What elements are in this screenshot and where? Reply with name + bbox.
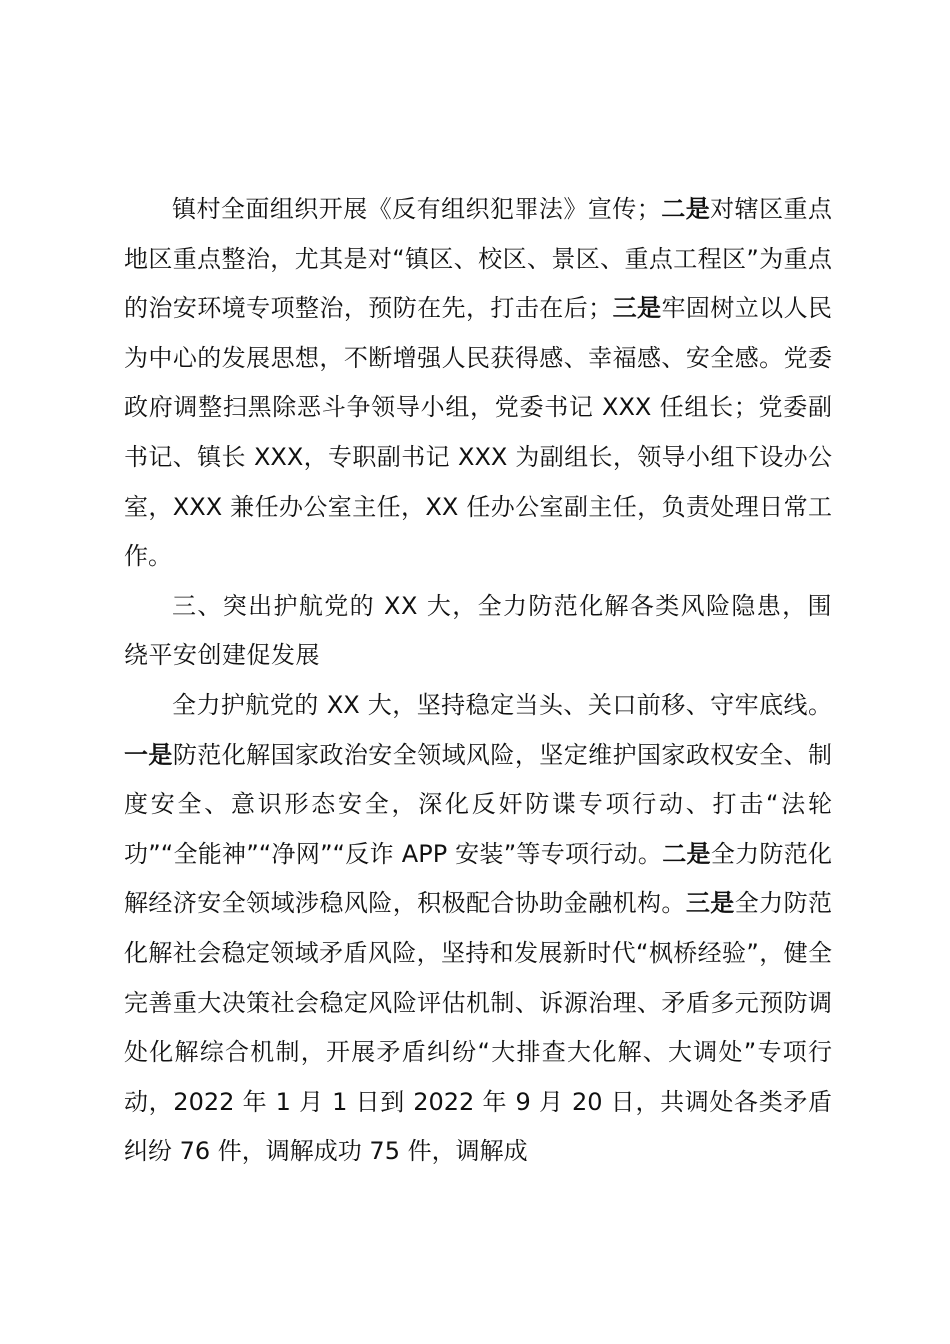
- bold-marker: 三是: [685, 889, 735, 918]
- text-segment: 全力护航党的 XX 大，坚持稳定当头、关口前移、守牢底线。: [172, 690, 832, 719]
- text-segment: 防范化解国家政治安全领域风险，坚定维护国家政权安全、制度安全、意识形态安全，深化反奸防谍专项行动、打击“法轮功”“全能神”“净网”“反诈 APP 安装”等专项行动。: [124, 740, 833, 868]
- paragraph-1: [124, 185, 832, 582]
- section-heading: 三、突出护航党的 XX 大，全力防范化解各类风险隐患，围绕平安创建促发展: [124, 591, 832, 670]
- bold-marker: 一是: [124, 740, 173, 769]
- text-segment: 镇村全面组织开展《反有组织犯罪法》宣传；: [172, 195, 661, 223]
- bold-marker: 三是: [612, 294, 662, 323]
- paragraph-2: [124, 681, 832, 1177]
- text-segment: 牢固树立以人民为中心的发展思想，不断增强人民获得感、幸福感、安全感。党委政府调整扫黑除恶斗争领导小组，党委书记 XXX 任组长；党委副书记、镇长 XXX，专职副书记 XXX 为副组长，领导小组下设办公室，XXX 兼任办公室主任，XX 任办公室副主任，负责处理日常工作。: [124, 294, 833, 571]
- text-segment: 全力防范化解社会稳定领域矛盾风险，坚持和发展新时代“枫桥经验”，健全完善重大决策社会稳定风险评估机制、诉源治理、矛盾多元预防调处化解综合机制，开展矛盾纠纷“大排查大化解、大调处”专项行动，2022 年 1 月 1 日到 2022 年 9 月 20 日，共调处各类矛盾纠纷 76 件，调解成功 75 件，调解成: [124, 889, 833, 1166]
- text-segment: 全力防范化解经济安全领域涉稳风险，积极配合协助金融机构。: [124, 839, 833, 918]
- document-body: [124, 185, 832, 1177]
- text-segment: 对辖区重点地区重点整治，尤其是对“镇区、校区、景区、重点工程区”为重点的治安环境专项整治，预防在先，打击在后；: [124, 195, 833, 323]
- bold-marker: 二是: [662, 839, 711, 868]
- bold-marker: 二是: [660, 195, 711, 223]
